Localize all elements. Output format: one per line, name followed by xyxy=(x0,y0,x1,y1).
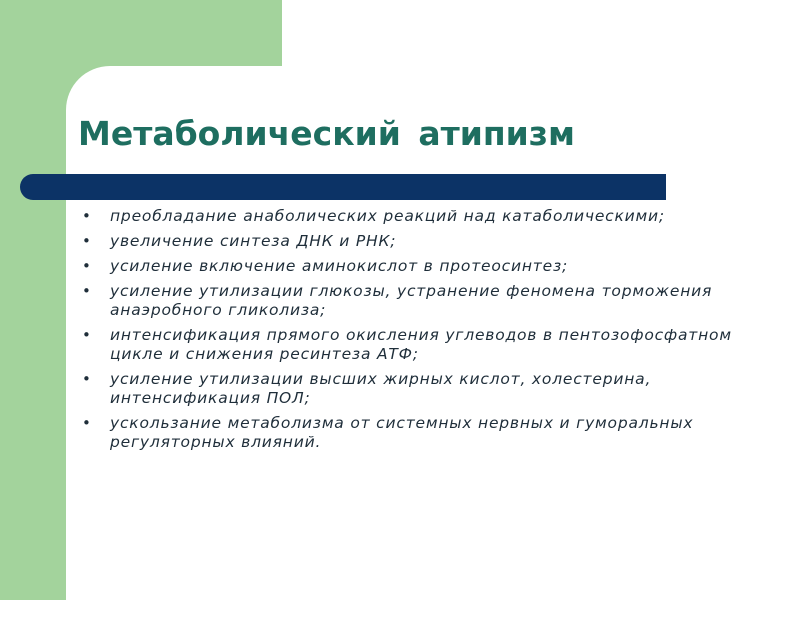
bullet-item xyxy=(82,207,762,226)
bullet-item xyxy=(82,282,762,320)
bullet-text: преобладание анаболических реакций над катаболическими; xyxy=(110,207,665,225)
bullet-list xyxy=(82,207,762,458)
bullet-item xyxy=(82,370,762,408)
top-white-area xyxy=(282,0,800,70)
bullet-text: усиление включение аминокислот в протеосинтез; xyxy=(110,257,569,275)
title-underline-bar xyxy=(20,174,666,200)
bullet-item xyxy=(82,326,762,364)
bullet-text: увеличение синтеза ДНК и РНК; xyxy=(110,232,397,250)
slide-title: Метаболический атипизм xyxy=(78,114,575,153)
bullet-icon: • xyxy=(82,257,92,275)
bullet-icon: • xyxy=(82,282,92,300)
bullet-item xyxy=(82,414,762,452)
bullet-text: ускользание метаболизма от системных нервных и гуморальных регуляторных влияний. xyxy=(110,414,694,451)
bullet-text: интенсификация прямого окисления углеводов в пентозофосфатном цикле и снижения ресинтеза АТФ; xyxy=(110,326,732,363)
bullet-text: усиление утилизации высших жирных кислот, холестерина, интенсификация ПОЛ; xyxy=(110,370,652,407)
bullet-icon: • xyxy=(82,326,92,344)
bullet-item xyxy=(82,257,762,276)
bullet-text: усиление утилизации глюкозы, устранение феномена торможения анаэробного гликолиза; xyxy=(110,282,713,319)
bullet-icon: • xyxy=(82,370,92,388)
bullet-icon: • xyxy=(82,232,92,250)
bullet-item xyxy=(82,232,762,251)
bullet-icon: • xyxy=(82,207,92,225)
bullet-icon: • xyxy=(82,414,92,432)
